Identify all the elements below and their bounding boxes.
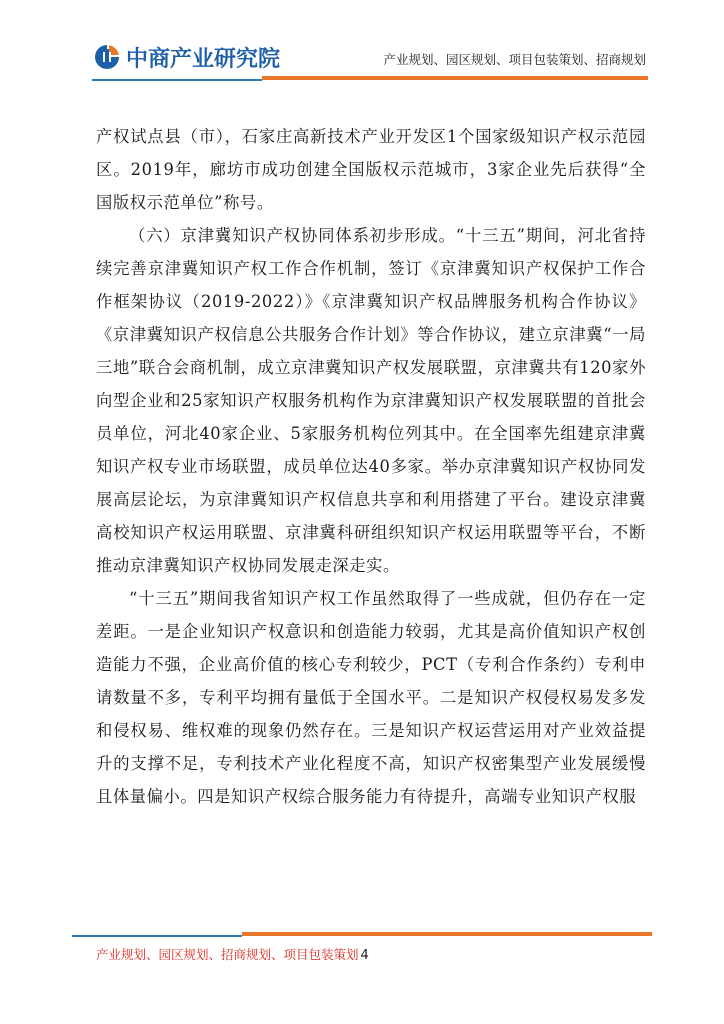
company-logo	[92, 40, 280, 74]
paragraph-continuation: 产权试点县（市），石家庄高新技术产业开发区1个国家级知识产权示范园区。2019年，廊坊市成功创建全国版权示范城市，3家企业先后获得“全国版权示范单位”称号。	[96, 127, 646, 212]
logo-mark-icon	[92, 42, 122, 72]
document-body	[96, 120, 646, 813]
header-tagline: 产业规划、园区规划、项目包装策划、招商规划	[383, 52, 646, 67]
page-number: 4	[360, 948, 369, 963]
page-header	[0, 0, 724, 90]
paragraph-shortcomings: “十三五”期间我省知识产权工作虽然取得了一些成就，但仍存在一定差距。一是企业知识产权意识和创造能力较弱，尤其是高价值知识产权创造能力不强，企业高价值的核心专利较少，PCT（专利合作条约）专利申请数量不多，专利平均拥有量低于全国水平。二是知识产权侵权易发多发和侵权易、维权难的现象仍然存在。三是知识产权运营运用对产业效益提升的支撑不足，专利技术产业化程度不高，知识产权密集型产业发展缓慢且体量偏小。四是知识产权综合服务能力有待提升，高端专业知识产权服	[96, 589, 646, 806]
header-rule-orange	[262, 76, 648, 80]
footer-text: 产业规划、园区规划、招商规划、项目包装策划	[96, 947, 359, 962]
header-rule-blue	[92, 79, 262, 81]
page-footer	[96, 945, 369, 963]
footer-rule-blue	[72, 935, 242, 937]
footer-rule-orange	[242, 932, 652, 936]
paragraph-section-six: （六）京津冀知识产权协同体系初步形成。“十三五”期间，河北省持续完善京津冀知识产权工作合作机制，签订《京津冀知识产权保护工作合作框架协议（2019-2022）》《京津冀知识产权品牌服务机构合作协议》《京津冀知识产权信息公共服务合作计划》等合作协议，建立京津冀“一局三地”联合会商机制，成立京津冀知识产权发展联盟，京津冀共有120家外向型企业和25家知识产权服务机构作为京津冀知识产权发展联盟的首批会员单位，河北40家企业、5家服务机构位列其中。在全国率先组建京津冀知识产权专业市场联盟，成员单位达40多家。举办京津冀知识产权协同发展高层论坛，为京津冀知识产权信息共享和利用搭建了平台。建设京津冀高校知识产权运用联盟、京津冀科研组织知识产权运用联盟等平台，不断推动京津冀知识产权协同发展走深走实。	[96, 226, 646, 575]
logo-text: 中商产业研究院	[126, 46, 281, 72]
